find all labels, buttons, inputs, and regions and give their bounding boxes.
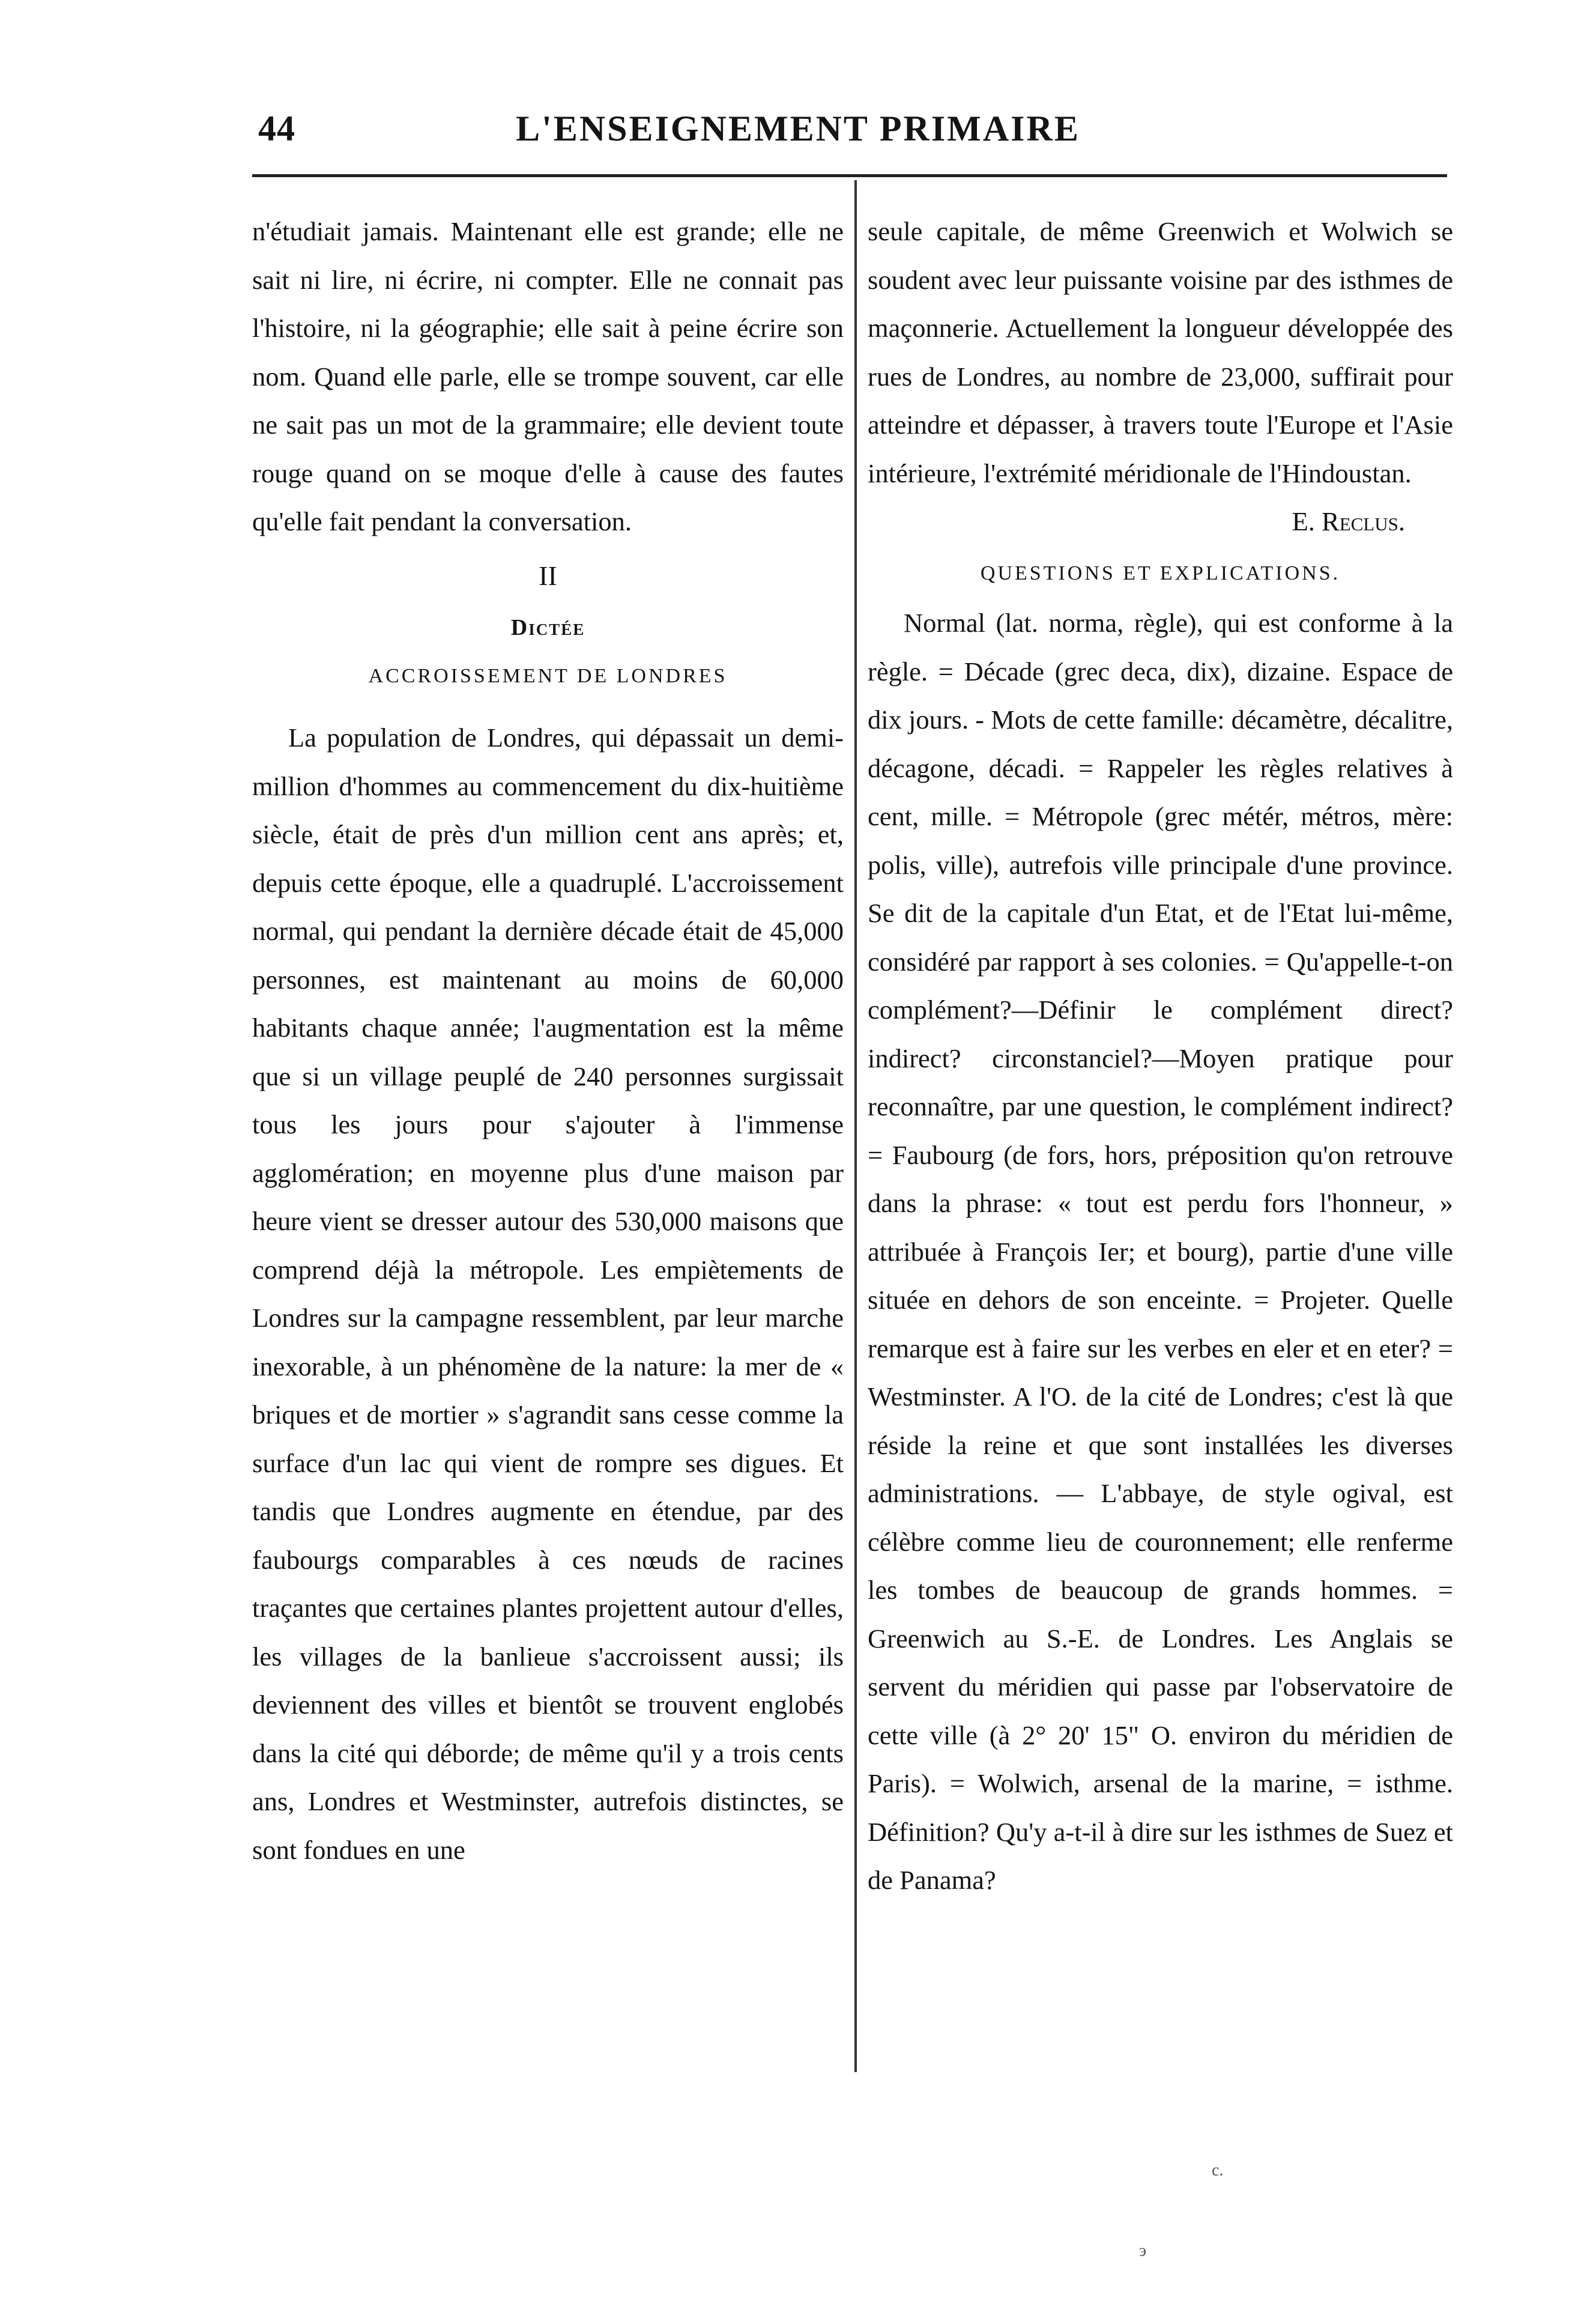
section-number: II xyxy=(539,560,557,591)
continuation-text: seule capitale, de même Greenwich et Wolwich se soudent avec leur puissante voisine par des isthmes de maçonnerie. Actuellement la longueur développée des rues de Londres, au nombre de 23,000, suffirait pour atteindre et dépasser, à travers toute l'Europe et l'Asie intérieure, l'extrémité méridionale de l'Hindoustan. xyxy=(868,216,1453,488)
header-rule xyxy=(252,174,1447,177)
footer-mark: э xyxy=(1139,2242,1147,2260)
footer-mark: c. xyxy=(1212,2161,1224,2180)
left-column xyxy=(252,207,844,1874)
dictation-text: La population de Londres, qui dépassait un demi-million d'hommes au commencement du dix-huitième siècle, était de près d'un million cent ans après; et, depuis cette époque, elle a quadruplé. L'accroissement normal, qui pendant la dernière décade était de 45,000 personnes, est maintenant au moins de 60,000 habitants chaque année; l'augmentation est la même que si un village peuplé de 240 personnes surgissait tous les jours pour s'ajouter à l'immense agglomération; en moyenne plus d'une maison par heure vient se dresser autour des 530,000 maisons que comprend déjà la métropole. Les empiètements de Londres sur la campagne ressemblent, par leur marche inexorable, à un phénomène de la nature: la mer de « briques et de mortier » s'agrandit sans cesse comme la surface d'un lac qui vient de rompre ses digues. Et tandis que Londres augmente en étendue, par des faubourgs comparables à ces nœuds de racines traçantes que certaines plantes projettent autour d'elles, les villages de la banlieue s'accroissent aussi; ils deviennent des villes et bientôt se trouvent englobés dans la cité qui déborde; de même qu'il y a trois cents ans, Londres et Westminster, autrefois distinctes, se sont fondues en une xyxy=(252,723,844,1865)
questions-title: QUESTIONS ET EXPLICATIONS. xyxy=(980,562,1341,584)
running-title: L'ENSEIGNEMENT PRIMAIRE xyxy=(516,109,1080,148)
section-label: Dictée xyxy=(510,615,585,640)
right-column xyxy=(868,207,1453,1905)
section-title: ACCROISSEMENT DE LONDRES xyxy=(368,664,728,687)
intro-paragraph: n'étudiait jamais. Maintenant elle est grande; elle ne sait ni lire, ni écrire, ni compter. Elle ne connait pas l'histoire, ni la géographie; elle sait à peine écrire son nom. Quand elle parle, elle se trompe souvent, car elle ne sait pas un mot de la grammaire; elle devient toute rouge quand on se moque d'elle à cause des fautes qu'elle fait pendant la conversation. xyxy=(252,216,844,536)
author-signature: E. Reclus. xyxy=(1292,506,1405,536)
explanations-text: Normal (lat. norma, règle), qui est conforme à la règle. = Décade (grec deca, dix), dizaine. Espace de dix jours. - Mots de cette famille: décamètre, décalitre, décagone, décadi. = Rappeler les règles relatives à cent, mille. = Métropole (grec métér, métros, mère: polis, ville), autrefois ville principale d'une province. Se dit de la capitale d'un Etat, et de l'Etat lui-même, considéré par rapport à ses colonies. = Qu'appelle-t-on complément?—Définir le complément direct? indirect? circonstanciel?—Moyen pratique pour reconnaître, par une question, le complément indirect? = Faubourg (de fors, hors, préposition qu'on retrouve dans la phrase: « tout est perdu fors l'honneur, » attribuée à François Ier; et bourg), partie d'une ville située en dehors de son enceinte. = Projeter. Quelle remarque est à faire sur les verbes en eler et en eter? = Westminster. A l'O. de la cité de Londres; c'est là que réside la reine et que sont installées les diverses administrations. — L'abbaye, de style ogival, est célèbre comme lieu de couronnement; elle renferme les tombes de beaucoup de grands hommes. = Greenwich au S.-E. de Londres. Les Anglais se servent du méridien qui passe par l'observatoire de cette ville (à 2° 20' 15" O. environ du méridien de Paris). = Wolwich, arsenal de la marine, = isthme. Définition? Qu'y a-t-il à dire sur les isthmes de Suez et de Panama? xyxy=(868,608,1453,1895)
page-number: 44 xyxy=(258,109,295,148)
column-divider xyxy=(854,180,857,2072)
